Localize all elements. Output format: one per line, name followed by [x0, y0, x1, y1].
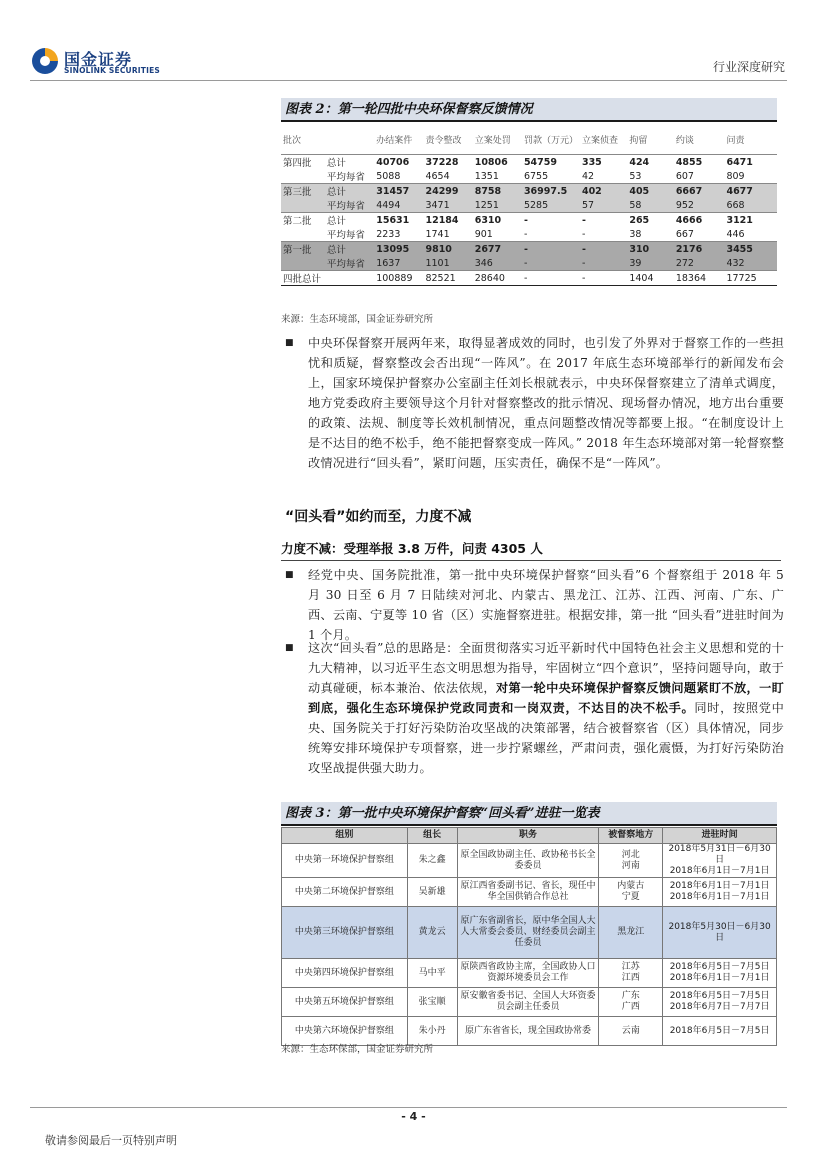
value-cell: 57: [580, 198, 627, 213]
paragraph-3: [308, 638, 784, 778]
value-cell: 3121: [724, 213, 777, 228]
value-cell: 24299: [423, 184, 472, 199]
time-item: 2018年6月1日－7月1日: [669, 973, 770, 983]
footer-divider: [30, 1107, 787, 1108]
value-cell: 1741: [425, 228, 450, 240]
column-header: 约谈: [675, 135, 694, 146]
place-item: 河北: [621, 849, 640, 860]
value-cell: 668: [724, 198, 777, 213]
leader-cell: 朱之鑫: [407, 844, 457, 878]
table-row: [282, 844, 777, 878]
value-cell: 310: [627, 242, 673, 257]
type-cell: 总计: [325, 184, 374, 199]
value-cell: 3455: [724, 242, 777, 257]
value-cell: -: [522, 242, 580, 257]
value-cell: -: [580, 256, 627, 271]
type-cell: 平均每省: [325, 256, 374, 271]
place-item: 江苏: [621, 962, 640, 972]
value-cell: 54759: [522, 155, 580, 170]
bullet-icon: ■: [285, 643, 294, 653]
post-cell: 原江西省委副书记、省长，现任中华全国供销合作总社: [457, 878, 599, 907]
group-cell: 中央第二环境保护督察组: [282, 878, 408, 907]
value-cell: 17725: [724, 271, 777, 286]
disclaimer: 敬请参阅最后一页特别声明: [45, 1134, 177, 1147]
paragraph-3-emphasis: 对第一轮中央环境保护督察反馈问题紧盯不放，一盯到底，强化生态环境保护党政同责和一岗双责，不达目的决不松手。: [308, 681, 784, 715]
batch-cell: [281, 169, 325, 184]
value-cell: 6667: [674, 184, 725, 199]
table-row: [281, 155, 777, 170]
column-header: 批次: [283, 135, 302, 146]
places-cell: [599, 878, 663, 907]
value-cell: 432: [724, 256, 777, 271]
value-cell: 4666: [674, 213, 725, 228]
value-cell: 809: [726, 170, 745, 182]
paragraph-1: 中央环保督察开展两年来，取得显著成效的同时，也引发了外界对于督察工作的一些担忧和质疑，督察整改会否出现“一阵风”。在 2017 年底生态环境部举行的新闻发布会上，国家环境保护督察办公室副主任刘长根就表示，中央环保督察建立了清单式调度，地方党委政府主要领导这个月针对督察整改的批示情况、现场督办情况，地方出台重要的政策、法规、制度等长效机制情况，重点问题整改情况等都要上报。“在制度设计上是不达目的绝不松手，绝不能把督察变成一阵风。” 2018 年生态环境部对第一轮督察整改情况进行“回头看”，紧盯问题，压实责任，确保不是“一阵风”。: [308, 336, 784, 470]
value-cell: 37228: [423, 155, 472, 170]
value-cell: 4494: [374, 198, 423, 213]
value-cell: 272: [674, 256, 725, 271]
post-cell: 原广东省副省长，原中华全国人大人大常委会委员、财经委员会副主任委员: [457, 907, 599, 959]
figure2-title: 图表 2：第一轮四批中央环保督察反馈情况: [281, 98, 777, 122]
times-cell: [663, 878, 777, 907]
value-cell: 36997.5: [522, 184, 580, 199]
figure3-table: [281, 827, 777, 1046]
column-header: 被督察地方: [599, 828, 663, 844]
place-item: 内蒙古: [617, 881, 645, 891]
times-cell: [663, 959, 777, 988]
time-item: 2018年6月1日－7月1日: [669, 892, 770, 902]
type-cell: 总计: [325, 242, 374, 257]
type-cell: 平均每省: [326, 230, 365, 241]
batch-cell: [281, 256, 325, 271]
value-cell: -: [523, 228, 528, 240]
section-title: “回头看”如约而至，力度不减: [285, 509, 472, 525]
value-cell: 446: [726, 228, 745, 240]
table-row: [281, 198, 777, 213]
value-cell: 2677: [473, 242, 522, 257]
place-item: 广西: [621, 1002, 640, 1012]
time-item: 2018年5月31日－6月30日: [668, 844, 771, 865]
column-header: 办结案件: [376, 135, 413, 146]
value-cell: -: [581, 228, 586, 240]
figure3-title: 图表 3：第一批中央环境保护督察“回头看”进驻一览表: [281, 802, 777, 826]
value-cell: -: [522, 271, 580, 286]
value-cell: 40706: [374, 155, 423, 170]
value-cell: 424: [627, 155, 673, 170]
time-item: 2018年6月5日－7月5日: [669, 991, 770, 1001]
time-item: 2018年6月7日－7月7日: [669, 1002, 770, 1012]
company-logo-icon: [32, 48, 58, 74]
group-cell: 中央第四环境保护督察组: [282, 959, 408, 988]
places-cell: [599, 844, 663, 878]
value-cell: 28640: [473, 271, 522, 286]
column-header: 职务: [457, 828, 599, 844]
value-cell: 402: [580, 184, 627, 199]
table-row: [282, 878, 777, 907]
table-header-row: [282, 828, 777, 844]
header-divider: [30, 80, 787, 81]
type-cell: [325, 271, 374, 286]
table-row: [281, 242, 777, 257]
column-header: 问责: [726, 135, 745, 146]
figure2-source: 来源：生态环境部，国金证券研究所: [281, 314, 434, 325]
batch-cell: [281, 227, 325, 242]
column-header: 组别: [282, 828, 408, 844]
group-cell: 中央第五环境保护督察组: [282, 988, 408, 1017]
value-cell: 42: [581, 170, 595, 182]
value-cell: 2233: [376, 228, 401, 240]
value-cell: 1101: [423, 256, 472, 271]
leader-cell: 吴新雄: [407, 878, 457, 907]
value-cell: 346: [473, 256, 522, 271]
value-cell: 607: [675, 170, 694, 182]
value-cell: 5088: [376, 170, 401, 182]
batch-cell: 第四批: [281, 155, 325, 170]
value-cell: -: [522, 256, 580, 271]
paragraph-3-part-a: 这次“回头看”总的思路是：全面贯彻落实习近平新时代中国特色社会主义思想和党的十九大精神，以习近平生态文明思想为指导，牢固树立“四个意识”，坚持问题导向，敢于动真碰硬，标本兼治、依法依规，: [308, 641, 784, 695]
column-header: 组长: [407, 828, 457, 844]
leader-cell: 张宝顺: [407, 988, 457, 1017]
times-cell: [663, 907, 777, 959]
type-cell: 总计: [325, 155, 374, 170]
value-cell: 15631: [374, 213, 423, 228]
leader-cell: 朱小丹: [407, 1017, 457, 1046]
batch-cell: [281, 198, 325, 213]
group-cell: 中央第六环境保护督察组: [282, 1017, 408, 1046]
value-cell: 53: [629, 170, 642, 182]
table-row: [282, 907, 777, 959]
value-cell: 6310: [473, 213, 522, 228]
places-cell: [599, 988, 663, 1017]
column-header: [325, 124, 374, 155]
post-cell: 原广东省省长，现全国政协常委: [457, 1017, 599, 1046]
times-cell: [663, 844, 777, 878]
bullet-icon: ■: [285, 338, 294, 348]
value-cell: 4654: [425, 170, 450, 182]
table-row: [281, 213, 777, 228]
figure2-table: [281, 124, 777, 286]
value-cell: 13095: [374, 242, 423, 257]
post-cell: 原全国政协副主任、政协秘书长全委委员: [457, 844, 599, 878]
report-type: 行业深度研究: [712, 60, 785, 74]
time-item: 2018年5月30日－6月30日: [668, 921, 771, 943]
table-header-row: [281, 124, 777, 155]
batch-cell: 四批总计: [281, 271, 325, 286]
column-header: 进驻时间: [663, 828, 777, 844]
post-cell: 原陕西省政协主席，全国政协人口资源环境委员会工作: [457, 959, 599, 988]
time-item: 2018年6月5日－7月5日: [669, 962, 770, 972]
value-cell: 100889: [374, 271, 423, 286]
places-cell: [599, 1017, 663, 1046]
value-cell: 1637: [374, 256, 423, 271]
times-cell: [663, 1017, 777, 1046]
batch-cell: 第一批: [281, 242, 325, 257]
value-cell: 667: [675, 228, 694, 240]
column-header: 拘留: [629, 135, 648, 146]
type-cell: 平均每省: [326, 172, 365, 183]
batch-cell: 第三批: [281, 184, 325, 199]
value-cell: 5285: [522, 198, 580, 213]
value-cell: 901: [474, 228, 493, 240]
group-cell: 中央第三环境保护督察组: [282, 907, 408, 959]
value-cell: -: [580, 242, 627, 257]
value-cell: 4855: [674, 155, 725, 170]
value-cell: 6471: [724, 155, 777, 170]
table-row: [282, 988, 777, 1017]
place-item: 云南: [621, 1025, 640, 1036]
value-cell: -: [580, 213, 627, 228]
place-item: 黑龙江: [617, 927, 645, 937]
place-item: 河南: [621, 860, 640, 871]
paragraph-2: 经党中央、国务院批准，第一批中央环境保护督察“回头看”6 个督察组于 2018 年 5 月 30 日至 6 月 7 日陆续对河北、内蒙古、黑龙江、江苏、江西、河南、广东、广西、云南、宁夏等 10 省（区）实施督察进驻。根据安排，第一批 “回头看”进驻时间为 1 个月。: [308, 568, 784, 642]
time-item: 2018年6月5日－7月5日: [669, 1025, 770, 1036]
value-cell: 18364: [674, 271, 725, 286]
column-header: 立案侦查: [581, 135, 618, 146]
post-cell: 原安徽省委书记、全国人大环资委员会副主任委员: [457, 988, 599, 1017]
value-cell: 1351: [474, 170, 499, 182]
value-cell: -: [522, 213, 580, 228]
table-row: [281, 184, 777, 199]
places-cell: [599, 907, 663, 959]
places-cell: [599, 959, 663, 988]
page-number: - 4 -: [401, 1110, 426, 1123]
column-header: 立案处罚: [474, 135, 511, 146]
value-cell: 6755: [523, 170, 549, 182]
value-cell: 4677: [724, 184, 777, 199]
value-cell: 10806: [473, 155, 522, 170]
table-row: [281, 256, 777, 271]
value-cell: 2176: [674, 242, 725, 257]
sub-title: 力度不减：受理举报 3.8 万件，问责 4305 人: [281, 539, 781, 561]
place-item: 广东: [621, 991, 640, 1001]
value-cell: -: [580, 271, 627, 286]
bullet-icon: ■: [285, 570, 294, 580]
value-cell: 58: [627, 198, 673, 213]
value-cell: 952: [674, 198, 725, 213]
batch-cell: 第二批: [281, 213, 325, 228]
value-cell: 38: [629, 228, 642, 240]
value-cell: 31457: [374, 184, 423, 199]
table-row: [281, 271, 777, 286]
value-cell: 405: [627, 184, 673, 199]
value-cell: 335: [580, 155, 627, 170]
figure3-source: 来源：生态环保部，国金证券研究所: [281, 1044, 434, 1055]
value-cell: 39: [627, 256, 673, 271]
column-header: 罚款（万元）: [523, 135, 578, 146]
value-cell: 8758: [473, 184, 522, 199]
time-item: 2018年6月1日－7月1日: [669, 866, 770, 876]
column-header: 责令整改: [425, 135, 462, 146]
value-cell: 265: [627, 213, 673, 228]
logo-text-cn: 国金证券: [64, 50, 133, 69]
times-cell: [663, 988, 777, 1017]
type-cell: 平均每省: [325, 198, 374, 213]
place-item: 江西: [621, 973, 640, 983]
group-cell: 中央第一环境保护督察组: [282, 844, 408, 878]
table-row: [282, 959, 777, 988]
leader-cell: 黄龙云: [407, 907, 457, 959]
leader-cell: 马中平: [407, 959, 457, 988]
paragraph-3-part-c: 同时，按照党中央、国务院关于打好污染防治攻坚战的决策部署，结合被督察省（区）具体情况，同步统筹安排环境保护专项督察，进一步拧紧螺丝，严肃问责，强化震慑，为打好污染防治攻坚战提供强大助力。: [308, 701, 784, 775]
value-cell: 9810: [423, 242, 472, 257]
value-cell: 1251: [473, 198, 522, 213]
value-cell: 3471: [423, 198, 472, 213]
table-row: [281, 169, 777, 184]
logo-text-en: SINOLINK SECURITIES: [64, 66, 161, 75]
value-cell: 12184: [423, 213, 472, 228]
place-item: 宁夏: [621, 892, 640, 902]
type-cell: 总计: [325, 213, 374, 228]
value-cell: 1404: [627, 271, 673, 286]
table-row: [281, 227, 777, 242]
time-item: 2018年6月1日－7月1日: [669, 881, 770, 891]
value-cell: 82521: [423, 271, 472, 286]
